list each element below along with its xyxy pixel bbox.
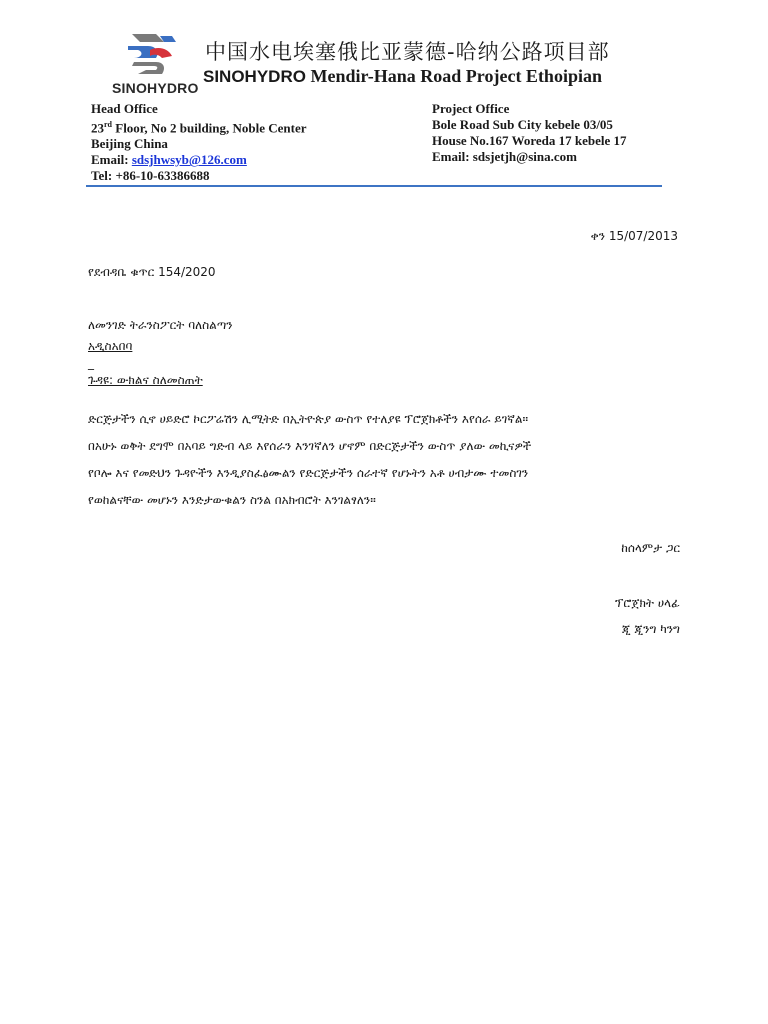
- body-line: በአሁኑ ወቅት ደግሞ በአባይ ግድብ ላይ እየሰራን እንገኛለን ሆኖም በድርጅታችን ውስጥ ያለው መኪናዎች: [88, 439, 532, 453]
- header-title-chinese: 中国水电埃塞俄比亚蒙德-哈纳公路项目部: [205, 40, 610, 64]
- letter-date: ቀን 15/07/2013: [590, 229, 678, 243]
- company-logo: [112, 28, 199, 98]
- body-line: የወከልናቸው መሆኑን እንድታውቁልን ስንል በአክብሮት እንገልፃለን።: [88, 493, 376, 507]
- head-office-city: Beijing China: [91, 136, 168, 152]
- logo-wordmark: SINOHYDRO: [112, 80, 199, 96]
- floor-description: Floor, No 2 building, Noble Center: [112, 120, 307, 136]
- recipient-city: አዲስአበባ: [88, 339, 133, 353]
- header-title-brand: SINOHYDRO: [203, 67, 306, 86]
- head-office-floor: [91, 117, 307, 136]
- signer-title: ፕሮጀክት ሀላፊ: [614, 596, 680, 610]
- separator-mark: _: [88, 356, 94, 370]
- head-office-label: Head Office: [91, 101, 158, 116]
- project-office-label: Project Office: [432, 101, 510, 116]
- header-title-project: Mendir-Hana Road Project Ethoipian: [305, 66, 602, 86]
- letter-subject: ጉዳዩ: ውክልና ስለመስጠት: [88, 373, 203, 387]
- project-office-address: [432, 101, 627, 165]
- header-divider: [86, 185, 662, 187]
- head-office-email-link[interactable]: sdsjhwsyb@126.com: [131, 152, 247, 168]
- floor-suffix: rd: [104, 120, 112, 129]
- body-line: የቦሎ እና የመድህን ጉዳዮችን እንዲያስፈፅሙልን የድርጅታችን ሰራተኛ የሆኑትን አቶ ሀብታሙ ተመስገን: [88, 466, 529, 480]
- floor-number: 23: [91, 120, 104, 136]
- head-office-email-line: [91, 152, 307, 168]
- body-line: ድርጅታችን ሲኖ ሀይድሮ ኮርፖሬሽን ሊሚትድ በኢትዮጵያ ውስጥ የተለያዩ ፕሮጀክቶችን እየሰራ ይገኛል።: [88, 412, 529, 426]
- recipient-name: ለመንገድ ትራንስፖርት ባለስልጣን: [88, 318, 233, 332]
- sinohydro-logo-icon: [122, 28, 180, 80]
- head-office-address: [91, 101, 307, 184]
- email-label: Email:: [91, 152, 132, 168]
- header-title-english: [203, 66, 602, 87]
- head-office-tel: Tel: +86-10-63386688: [91, 168, 210, 184]
- project-office-line2: House No.167 Woreda 17 kebele 17: [432, 133, 627, 148]
- letter-closing: ከሰላምታ ጋር: [621, 541, 680, 555]
- signer-name: ጂ ጂንግ ካንግ: [621, 622, 680, 636]
- letter-reference-number: የደብዳቤ ቁጥር 154/2020: [88, 265, 216, 279]
- project-office-line1: Bole Road Sub City kebele 03/05: [432, 117, 613, 132]
- project-office-email: Email: sdsjetjh@sina.com: [432, 149, 577, 164]
- letter-body: [88, 406, 680, 514]
